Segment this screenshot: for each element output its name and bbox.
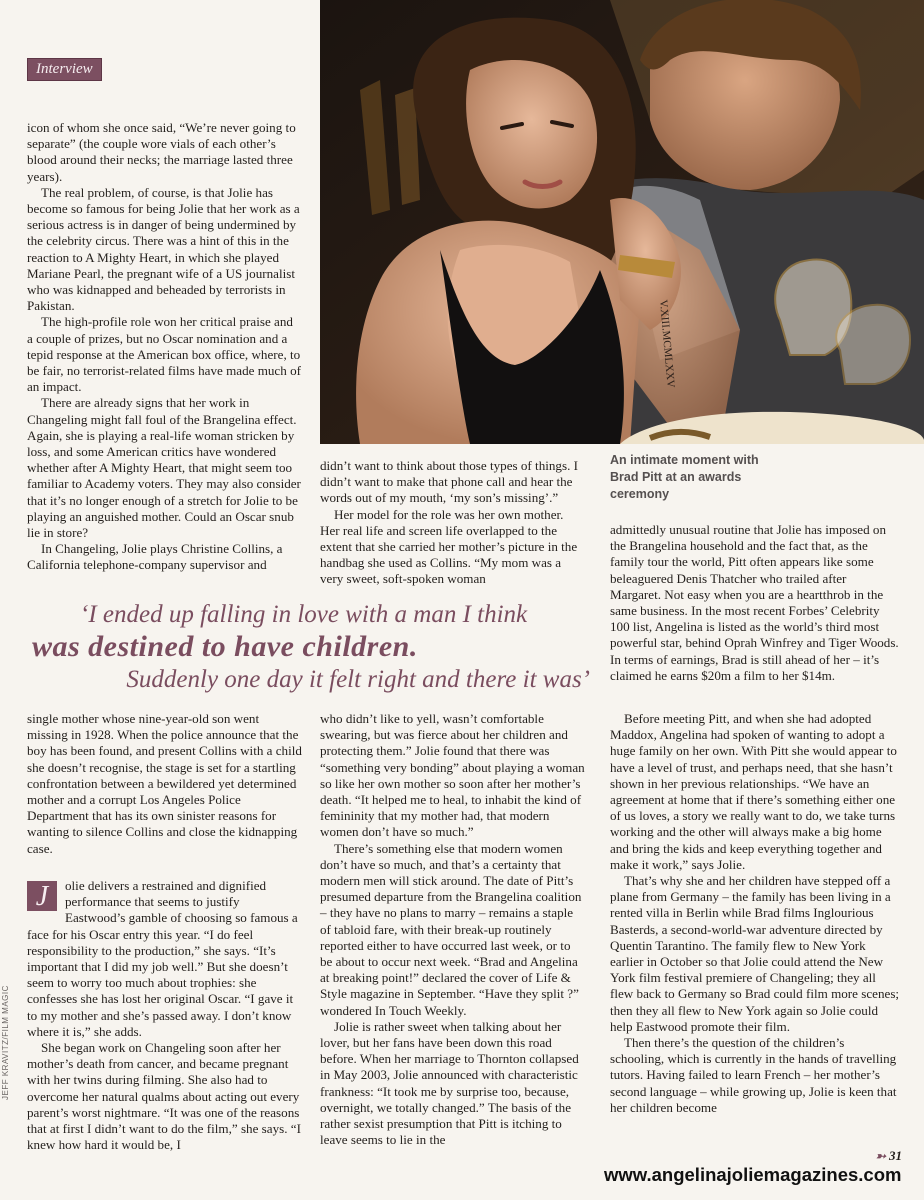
article-column-1-bottom [27, 878, 302, 1153]
paragraph: Before meeting Pitt, and when she had adopted Maddox, Angelina had spoken of wanting to adopt a huge family on her own. With Pitt she would appear to have a level of trust, and perhaps need, that she hasn’t shown in her previous relationships. “We have an agreement at home that if there’s something either one of us loves, a story we really want to do, we take turns working and the other will always make a big home and bring the kids and keep everything together and make it work,” says Jolie. [610, 711, 897, 872]
paragraph: Then there’s the question of the children’s schooling, which is currently in the hands of travelling tutors. Having failed to learn French – her mother’s second language – while growing up, Jolie is keen that her children become [610, 1035, 897, 1115]
photo-caption: An intimate moment with Brad Pitt at an awards ceremony [610, 453, 759, 501]
paragraph: She began work on Changeling soon after her mother’s death from cancer, and became pregnant with her twins during filming. She also had to overcome her natural qualms about acting out every parent’s worst nightmare. “It was one of the reasons that at first I didn’t want to do the film,” she says. “I knew how hard it would be, I [27, 1040, 301, 1153]
paragraph: The real problem, of course, is that Jolie has become so famous for being Jolie that her work as a serious actress is in danger of being undermined by the celebrity circus. There was a hint of this in the reaction to A Mighty Heart, in which she played Mariane Pearl, the pregnant wife of a US journalist who was kidnapped and beheaded by terrorists in Pakistan. [27, 184, 300, 314]
paragraph: admittedly unusual routine that Jolie has imposed on the Brangelina household and the fact that, as the family tour the world, Pitt often appears like some beleaguered Denis Thatcher who trailed after Margaret. Not easy when you are a heartthrob in the same business. In the most recent Forbes’ Celebrity 100 list, Angelina is listed as the world’s third most powerful star, behind Oprah Winfrey and Tiger Woods. In terms of earnings, Brad is still ahead of her – it’s claimed he earns $20m a film to her $14m. [610, 522, 899, 683]
website-watermark[interactable]: www.angelinajoliemagazines.com [604, 1164, 902, 1185]
pull-quote-line-2: was destined to have children. [32, 630, 418, 663]
paragraph: single mother whose nine-year-old son went missing in 1928. When the police announce that the boy has been found, and present Collins with a child she doesn’t recognise, the stage is set for a startling confrontation between a bewildered yet determined mother and a corrupt Los Angeles Police Department that has its own sinister reasons for wanting to silence Collins and close the kidnapping case. [27, 711, 302, 856]
pull-quote [30, 600, 590, 696]
paragraph: olie delivers a restrained and dignified performance that seems to justify Eastwood’s gamble of choosing so famous a face for his Oscar entry this year. “I do feel responsibility to the production,” she says. “It’s important that I did my job well.” But she doesn’t seem to worry too much about trophies: she confesses she has lost her original Oscar. “I gave it to my mother and she’s passed away. I don’t know where it is,” she adds. [27, 878, 298, 1039]
pull-quote-line-3: Suddenly one day it felt right and there it was’ [126, 666, 590, 693]
tattoo-text: V.XIII.MCMLXXV [657, 299, 677, 389]
pull-quote-line-1: ‘I ended up falling in love with a man I think [80, 601, 528, 628]
article-column-2-bottom [320, 711, 586, 1148]
photo-credit: JEFF KRAVITZ/FILM MAGIC [1, 985, 10, 1100]
paragraph: There are already signs that her work in Changeling might fall foul of the Brangelina effect. Again, she is playing a real-life woman stricken by loss, and some American critics have wondered whether after A Mighty Heart, that might seem too familiar to Academy voters. They may also consider that it’s no longer enough of a stretch for Jolie to be playing an anguished mother. Could an Oscar snub lie in store? [27, 395, 301, 541]
article-column-1-top [27, 120, 302, 574]
article-column-1-middle [27, 711, 302, 857]
page-number: 31 [889, 1148, 902, 1163]
paragraph: There’s something else that modern women don’t have so much, and that’s a certainty that modern men will stick around. The date of Pitt’s presumed departure from the Brangelina coalition – they have no plans to marry – remains a staple of tabloid fare, with their break-up routinely reported either to have occurred last week, or to be about to occur next week. “Brad and Angelina at breaking point!” declared the cover of Life & Style magazine in September. “Have they split ?” wondered In Touch Weekly. [320, 840, 582, 1018]
paragraph: Jolie is rather sweet when talking about her lover, but her fans have been down this road before. When her marriage to Thornton collapsed in May 2003, Jolie announced with characteristic frankness: “It took me by surprise too, because, overnight, we totally changed.” The basis of the rather sexist presumption that Pitt is itching to leave seems to lie in the [320, 1018, 579, 1148]
article-column-2-top [320, 458, 586, 588]
page-number-area [876, 1148, 902, 1164]
paragraph: The high-profile role won her critical praise and a couple of prizes, but no Oscar nomination and a tepid response at the American box office, where, to be fair, no terrorist-related films have made much of an impact. [27, 314, 301, 395]
article-column-3-bottom [610, 711, 900, 1116]
continue-arrow-icon: ➳ [875, 1149, 886, 1163]
paragraph: In Changeling, Jolie plays Christine Collins, a California telephone-company supervisor and [27, 541, 283, 573]
paragraph: didn’t want to think about those types of things. I didn’t want to make that phone call and hear the words out of my mouth, ‘my son’s missing’.” [320, 458, 578, 506]
paragraph: icon of whom she once said, “We’re never going to separate” (the couple wore vials of each other’s blood around their necks; the marriage lasted three years). [27, 120, 296, 184]
section-tag: Interview [27, 58, 102, 81]
paragraph: That’s why she and her children have stepped off a plane from Germany – the family has been living in a rented villa in Berlin while Brad films Inglourious Basterds, a second-world-war adventure directed by Quentin Tarantino. The family flew to New York earlier in October so that Jolie could attend the New York film festival premiere of Changeling; they all flew back to Germany so Brad could film more scenes; then they all flew to New York again so Jolie could help Eastwood promote their film. [610, 873, 900, 1034]
drop-cap: J [27, 881, 57, 911]
paragraph: who didn’t like to yell, wasn’t comfortable swearing, but was fierce about her children and protecting them.” Jolie found that there was “something very bonding” about playing a woman so like her own mother so soon after her mother’s death. “It helped me to heal, to inhabit the kind of femininity that my mother had, that modern women don’t have so much.” [320, 711, 585, 840]
article-column-3-top [610, 522, 900, 684]
paragraph: Her model for the role was her own mother. Her real life and screen life overlapped to the extent that she carried her mother’s picture in the handbag she used as Collins. “My mom was a very sweet, soft-spoken woman [320, 506, 578, 587]
article-photo [320, 0, 924, 444]
